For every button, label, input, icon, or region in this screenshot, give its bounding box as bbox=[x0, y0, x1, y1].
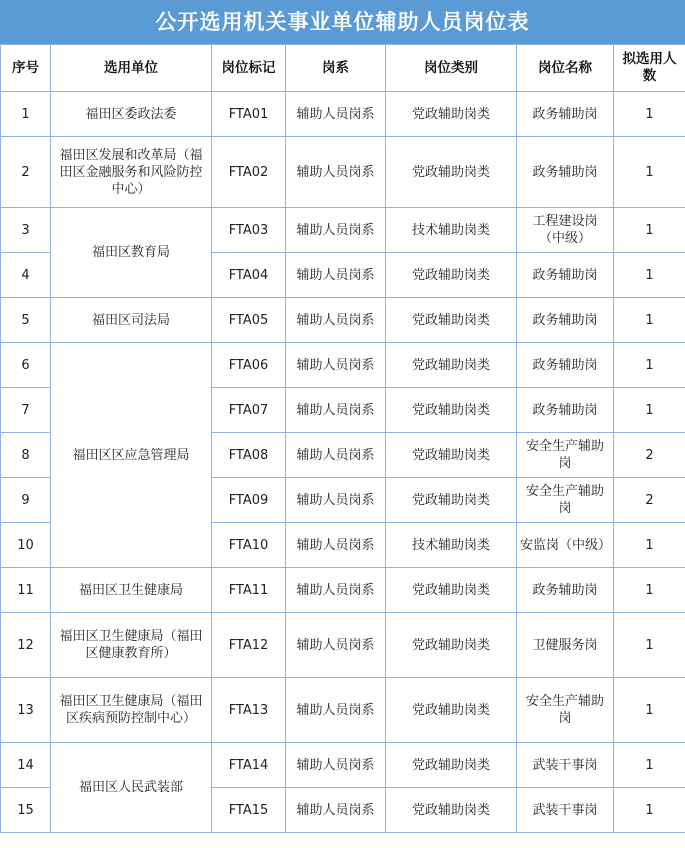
cell-name: 政务辅助岗 bbox=[517, 388, 614, 433]
cell-name: 政务辅助岗 bbox=[517, 137, 614, 208]
cell-unit: 福田区卫生健康局（福田区健康教育所） bbox=[51, 613, 212, 678]
cell-category: 党政辅助岗类 bbox=[386, 253, 517, 298]
cell-series: 辅助人员岗系 bbox=[286, 743, 386, 788]
cell-code: FTA05 bbox=[212, 298, 286, 343]
cell-category: 党政辅助岗类 bbox=[386, 92, 517, 137]
cell-seq: 4 bbox=[1, 253, 51, 298]
header-category: 岗位类别 bbox=[386, 45, 517, 92]
cell-series: 辅助人员岗系 bbox=[286, 478, 386, 523]
cell-code: FTA08 bbox=[212, 433, 286, 478]
cell-series: 辅助人员岗系 bbox=[286, 253, 386, 298]
cell-unit: 福田区发展和改革局（福田区金融服务和风险防控中心） bbox=[51, 137, 212, 208]
cell-count: 1 bbox=[614, 613, 685, 678]
cell-name: 安全生产辅助岗 bbox=[517, 433, 614, 478]
header-seq: 序号 bbox=[1, 45, 51, 92]
cell-name: 卫健服务岗 bbox=[517, 613, 614, 678]
cell-name: 武装干事岗 bbox=[517, 743, 614, 788]
cell-seq: 9 bbox=[1, 478, 51, 523]
cell-seq: 12 bbox=[1, 613, 51, 678]
cell-series: 辅助人员岗系 bbox=[286, 388, 386, 433]
cell-count: 1 bbox=[614, 343, 685, 388]
cell-series: 辅助人员岗系 bbox=[286, 343, 386, 388]
cell-category: 党政辅助岗类 bbox=[386, 298, 517, 343]
cell-name: 政务辅助岗 bbox=[517, 298, 614, 343]
header-name: 岗位名称 bbox=[517, 45, 614, 92]
cell-series: 辅助人员岗系 bbox=[286, 92, 386, 137]
cell-count: 1 bbox=[614, 208, 685, 253]
cell-count: 1 bbox=[614, 388, 685, 433]
cell-category: 党政辅助岗类 bbox=[386, 678, 517, 743]
cell-seq: 1 bbox=[1, 92, 51, 137]
table-row bbox=[1, 613, 685, 678]
cell-category: 党政辅助岗类 bbox=[386, 478, 517, 523]
table-row bbox=[1, 208, 685, 253]
cell-name: 政务辅助岗 bbox=[517, 343, 614, 388]
cell-code: FTA11 bbox=[212, 568, 286, 613]
cell-code: FTA09 bbox=[212, 478, 286, 523]
cell-seq: 13 bbox=[1, 678, 51, 743]
cell-category: 党政辅助岗类 bbox=[386, 568, 517, 613]
cell-category: 党政辅助岗类 bbox=[386, 433, 517, 478]
cell-seq: 2 bbox=[1, 137, 51, 208]
table-row bbox=[1, 92, 685, 137]
cell-series: 辅助人员岗系 bbox=[286, 568, 386, 613]
cell-count: 1 bbox=[614, 678, 685, 743]
cell-seq: 14 bbox=[1, 743, 51, 788]
cell-count: 1 bbox=[614, 137, 685, 208]
cell-seq: 7 bbox=[1, 388, 51, 433]
header-series: 岗系 bbox=[286, 45, 386, 92]
cell-code: FTA01 bbox=[212, 92, 286, 137]
positions-table bbox=[0, 44, 685, 833]
cell-count: 1 bbox=[614, 568, 685, 613]
cell-code: FTA10 bbox=[212, 523, 286, 568]
cell-category: 党政辅助岗类 bbox=[386, 343, 517, 388]
cell-count: 1 bbox=[614, 298, 685, 343]
cell-code: FTA02 bbox=[212, 137, 286, 208]
cell-seq: 3 bbox=[1, 208, 51, 253]
cell-series: 辅助人员岗系 bbox=[286, 208, 386, 253]
cell-category: 技术辅助岗类 bbox=[386, 523, 517, 568]
table-header-row bbox=[1, 45, 685, 92]
cell-code: FTA14 bbox=[212, 743, 286, 788]
cell-unit: 福田区区应急管理局 bbox=[51, 343, 212, 568]
cell-category: 党政辅助岗类 bbox=[386, 788, 517, 833]
header-count: 拟选用人数 bbox=[614, 45, 685, 92]
cell-category: 党政辅助岗类 bbox=[386, 743, 517, 788]
cell-series: 辅助人员岗系 bbox=[286, 613, 386, 678]
cell-code: FTA03 bbox=[212, 208, 286, 253]
cell-code: FTA04 bbox=[212, 253, 286, 298]
cell-seq: 5 bbox=[1, 298, 51, 343]
table-row bbox=[1, 343, 685, 388]
table-row bbox=[1, 298, 685, 343]
cell-code: FTA13 bbox=[212, 678, 286, 743]
cell-series: 辅助人员岗系 bbox=[286, 298, 386, 343]
header-code: 岗位标记 bbox=[212, 45, 286, 92]
cell-seq: 10 bbox=[1, 523, 51, 568]
cell-category: 党政辅助岗类 bbox=[386, 613, 517, 678]
cell-series: 辅助人员岗系 bbox=[286, 433, 386, 478]
table-row bbox=[1, 568, 685, 613]
cell-category: 党政辅助岗类 bbox=[386, 137, 517, 208]
cell-count: 1 bbox=[614, 92, 685, 137]
cell-seq: 15 bbox=[1, 788, 51, 833]
cell-code: FTA06 bbox=[212, 343, 286, 388]
cell-count: 1 bbox=[614, 523, 685, 568]
table-row bbox=[1, 678, 685, 743]
cell-code: FTA07 bbox=[212, 388, 286, 433]
cell-category: 党政辅助岗类 bbox=[386, 388, 517, 433]
cell-code: FTA15 bbox=[212, 788, 286, 833]
cell-series: 辅助人员岗系 bbox=[286, 788, 386, 833]
cell-code: FTA12 bbox=[212, 613, 286, 678]
cell-name: 政务辅助岗 bbox=[517, 568, 614, 613]
cell-count: 2 bbox=[614, 433, 685, 478]
cell-count: 2 bbox=[614, 478, 685, 523]
cell-count: 1 bbox=[614, 253, 685, 298]
cell-unit: 福田区委政法委 bbox=[51, 92, 212, 137]
page-title: 公开选用机关事业单位辅助人员岗位表 bbox=[0, 0, 685, 44]
cell-series: 辅助人员岗系 bbox=[286, 523, 386, 568]
cell-unit: 福田区教育局 bbox=[51, 208, 212, 298]
cell-series: 辅助人员岗系 bbox=[286, 678, 386, 743]
cell-seq: 8 bbox=[1, 433, 51, 478]
cell-seq: 6 bbox=[1, 343, 51, 388]
table-row bbox=[1, 743, 685, 788]
cell-name: 安监岗（中级） bbox=[517, 523, 614, 568]
cell-name: 武装干事岗 bbox=[517, 788, 614, 833]
cell-category: 技术辅助岗类 bbox=[386, 208, 517, 253]
cell-name: 工程建设岗（中级） bbox=[517, 208, 614, 253]
cell-name: 安全生产辅助岗 bbox=[517, 478, 614, 523]
cell-unit: 福田区卫生健康局（福田区疾病预防控制中心） bbox=[51, 678, 212, 743]
cell-seq: 11 bbox=[1, 568, 51, 613]
cell-unit: 福田区司法局 bbox=[51, 298, 212, 343]
cell-name: 安全生产辅助岗 bbox=[517, 678, 614, 743]
cell-count: 1 bbox=[614, 788, 685, 833]
table-row bbox=[1, 137, 685, 208]
cell-count: 1 bbox=[614, 743, 685, 788]
cell-unit: 福田区人民武装部 bbox=[51, 743, 212, 833]
cell-unit: 福田区卫生健康局 bbox=[51, 568, 212, 613]
cell-name: 政务辅助岗 bbox=[517, 253, 614, 298]
cell-series: 辅助人员岗系 bbox=[286, 137, 386, 208]
header-unit: 选用单位 bbox=[51, 45, 212, 92]
cell-name: 政务辅助岗 bbox=[517, 92, 614, 137]
